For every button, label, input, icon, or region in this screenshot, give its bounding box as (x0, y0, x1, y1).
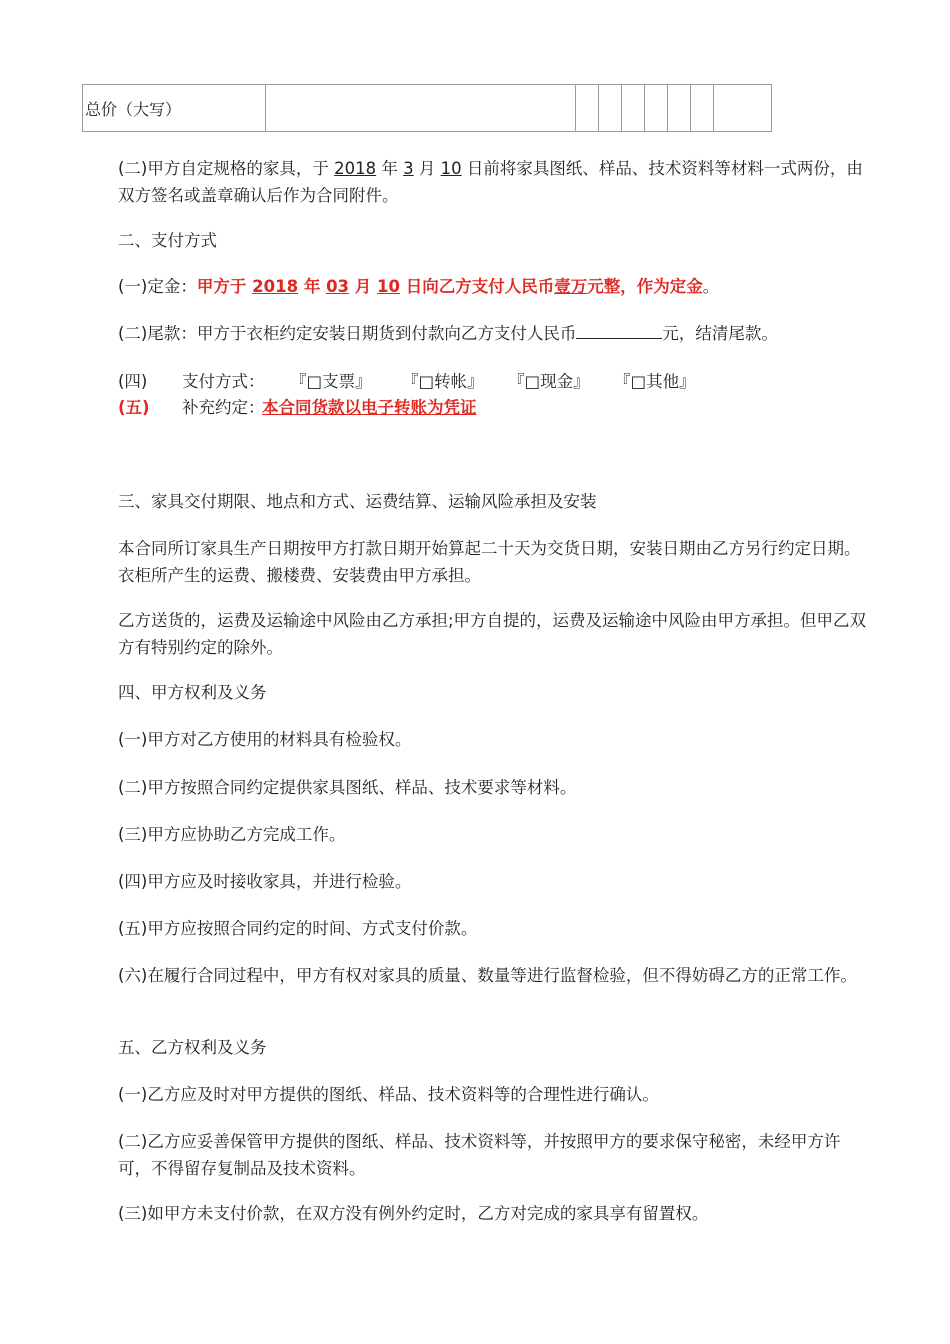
total-price-table (82, 84, 772, 132)
payment-option-other: 『□其他』 (614, 372, 696, 391)
custom-furniture-paragraph: (二)甲方自定规格的家具，于 2018 年 3 月 10 日前将家具图纸、样品、技术资料等材料一式两份，由双方签名或盖章确认后作为合同附件。 (118, 159, 863, 205)
digit-cell (599, 85, 622, 132)
digit-cell (668, 85, 691, 132)
section-2-title: 二、支付方式 (118, 231, 217, 250)
section-4-item: (三)甲方应协助乙方完成工作。 (118, 825, 346, 844)
digit-cell (691, 85, 714, 132)
section-5-title: 五、乙方权利及义务 (118, 1038, 267, 1057)
section-3-paragraph-1: 本合同所订家具生产日期按甲方打款日期开始算起二十天为交货日期，安装日期由乙方另行约定日期。衣柜所产生的运费、搬楼费、安装费由甲方承担。 (118, 539, 861, 585)
section-5-item: (一)乙方应及时对甲方提供的图纸、样品、技术资料等的合理性进行确认。 (118, 1085, 659, 1104)
section-4-item: (二)甲方按照合同约定提供家具图纸、样品、技术要求等材料。 (118, 778, 577, 797)
digit-cell (576, 85, 599, 132)
section-4-item: (一)甲方对乙方使用的材料具有检验权。 (118, 730, 412, 749)
deposit-clause: (一)定金：甲方于 2018 年 03 月 10 日向乙方支付人民币壹万元整，作为定金。 (118, 277, 720, 296)
section-5-item: (三)如甲方未支付价款，在双方没有例外约定时，乙方对完成的家具享有留置权。 (118, 1204, 709, 1223)
digit-cell (645, 85, 668, 132)
section-4-item: (五)甲方应按照合同约定的时间、方式支付价款。 (118, 919, 478, 938)
payment-option-cash: 『□现金』 (508, 372, 590, 391)
section-4-item: (四)甲方应及时接收家具，并进行检验。 (118, 872, 412, 891)
payment-option-check: 『□支票』 (290, 372, 372, 391)
digit-cell (622, 85, 645, 132)
section-3-paragraph-2: 乙方送货的，运费及运输途中风险由乙方承担;甲方自提的，运费及运输途中风险由甲方承担。但甲乙双方有特别约定的除外。 (118, 611, 867, 657)
section-5-item: (二)乙方应妥善保管甲方提供的图纸、样品、技术资料等，并按照甲方的要求保守秘密，未经甲方许可，不得留存复制品及技术资料。 (118, 1132, 841, 1178)
balance-amount-blank (576, 322, 662, 339)
total-price-label: 总价（大写） (83, 85, 266, 132)
supplement-line: (五) 补充约定：本合同货款以电子转账为凭证 (118, 398, 477, 417)
section-3-title: 三、家具交付期限、地点和方式、运费结算、运输风险承担及安装 (118, 492, 597, 511)
payment-method-line: (四) 支付方式： 『□支票』 『□转帐』 『□现金』 『□其他』 (82, 368, 872, 395)
balance-clause: (二)尾款：甲方于衣柜约定安装日期货到付款向乙方支付人民币 元，结清尾款。 (118, 324, 778, 343)
total-price-cell (266, 85, 576, 132)
digit-cell (714, 85, 772, 132)
section-4-item: (六)在履行合同过程中，甲方有权对家具的质量、数量等进行监督检验，但不得妨碍乙方的正常工作。 (118, 966, 857, 985)
section-4-title: 四、甲方权利及义务 (118, 683, 267, 702)
payment-option-transfer: 『□转帐』 (402, 372, 484, 391)
